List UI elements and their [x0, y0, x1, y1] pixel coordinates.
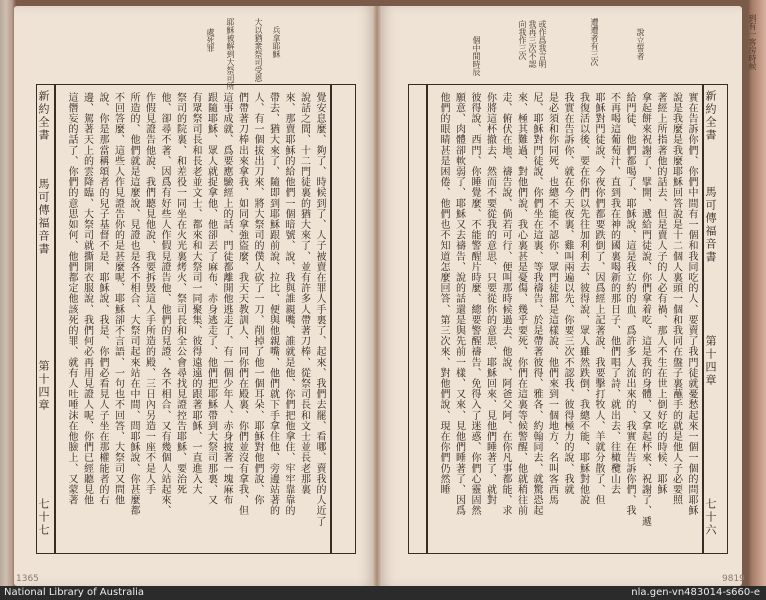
- text-column: 人、有一個拔出刀來、將大祭司的僕人砍了一刀、削掉了他一個耳朵、耶穌對他們說、你: [252, 92, 263, 506]
- text-column: 不再喝這葡萄汁、直到我在神的國裏喝新的那日子、他們唱了詩、就出去、往橄欖山去: [608, 92, 620, 495]
- text-column: 有眾祭司長和長老並文士、都來和大祭司一同聚集、彼得遠遠的跟著耶穌、一直進入大: [190, 92, 201, 495]
- text-column: 跟隨耶穌、眾人就捉拿他、他卻丟了麻布、赤身逃走了、他們把耶穌帶到大祭司那裏、又: [205, 92, 217, 506]
- pencil-mark-left: 1365: [16, 574, 39, 584]
- text-column: 來、極其難過、對他們說、我心裏甚是憂傷、幾乎要死、你們在這裏等候警醒、他就稍往前: [515, 92, 527, 516]
- right-gospel-title: 馬可傳福音書: [704, 186, 717, 264]
- right-book-title: 新約全書: [704, 90, 717, 142]
- text-column: 他們的眼睛甚是困倦、他們也不知道怎麼回答、第三次來、對他們說、現在你們仍然睡: [438, 92, 449, 495]
- right-header-rule: [702, 84, 704, 554]
- left-note: 耶穌被解到大祭司所: [226, 18, 235, 90]
- text-column: 給門徒、他們都喝了、耶穌說、這是我立約的血、爲許多人流出來的、我實在告訴你們、我: [624, 92, 635, 516]
- text-column: 我實在告訴你、就在今天夜裏、雞叫兩遍以先、你要三次不認我、彼得極力的說、我就: [562, 92, 573, 495]
- text-column: 說是我麼是我麼耶穌回答說是十二個人裏頭一個和我同在盤子裏蘸手的就是他人子必要照: [670, 92, 682, 506]
- left-chapter-label: 第十四章: [37, 360, 50, 412]
- footer-credit: National Library of Australia: [4, 587, 145, 598]
- text-column: 祭司的院裏、和差役一同坐在火光裏烤火、祭司長和全公會尋找見證控告耶穌、要治死: [174, 92, 186, 495]
- right-note: 到有一客房時候: [748, 14, 757, 70]
- footer-identifier: nla.gen-vn483014-s660-e: [631, 587, 760, 598]
- text-column: 彼得說、西門、你睡覺麼、不能警醒片時麼、總要警醒禱告、免得入了迷惑、你們心靈固然: [469, 92, 480, 516]
- text-column: 你將這杯撤去、然而不要從我的意思、只要從你的意思、耶穌回來、見他們睡著了、就對: [484, 92, 496, 506]
- text-column: 實在告訴你們、你們中間有一個和我同吃的人、要賣了我門徒就憂愁起來一個一個的問耶穌: [686, 92, 697, 516]
- right-note: 說立誓者: [636, 28, 645, 60]
- text-column: 說話之間、十二門徒裏的猶大來了、並有許多人帶著刀棒、從祭司長和文士並長老那裏: [298, 92, 310, 495]
- text-column: 他、卻尋不著、因爲有好些人作假見證告他、他們的見證、各不相合、又有幾個人站起來、: [159, 92, 170, 516]
- right-note: 或作爲我言明: [538, 20, 547, 68]
- left-book-title: 新約全書: [37, 90, 50, 142]
- text-column: 這事成就、爲要應驗經上的話、門徒都離開他逃走了、有一個少年人、赤身披著一塊麻布: [221, 92, 232, 506]
- text-column: 著經上所指著他的話去、但是賣人子的人必有禍、那人不生在世上倒好吃的時候、耶穌: [655, 92, 666, 495]
- left-header-rule-left: [54, 84, 56, 554]
- left-header-rule: [330, 84, 332, 554]
- text-column: 拿起餅來祝謝了、擘開、遞給門徒說、你們拿着吃、這是我的身體、又拿起杯來、祝謝了、遞: [639, 92, 651, 527]
- right-page-number: 七十六: [704, 498, 717, 537]
- left-note: 處死罪: [206, 28, 215, 52]
- text-column: 尼、耶穌對門徒說、你們坐在這裏、等我禱告、於是帶著彼得、雅各、約翰同去、就驚恐起: [531, 92, 542, 516]
- right-note: 向我作三次: [518, 20, 527, 60]
- text-column: 覺安息麼、夠了、時候到了、人子被賣在罪人手裏了、起來、我們去罷、看哪、賣我的人近了: [314, 92, 325, 527]
- text-column: 們帶著刀棒出來拿我、如同拿強盜麼、我天天教訓人、同你們在殿裏、你們並沒有拿我、但: [236, 92, 248, 516]
- archive-footer: [0, 586, 766, 600]
- text-column: 走、俯伏在地、禱告說、倘若可行、便叫那時候過去、他說、阿爸父阿、在你凡事都能、求: [500, 92, 511, 516]
- right-header-rule-left: [426, 84, 428, 554]
- right-chapter-label: 第十四章: [704, 335, 717, 387]
- text-column: 耶穌對門徒說、今夜你們都要跌倒了、因爲經上記著說、我要擊打牧人、羊就分散了、但: [593, 92, 604, 506]
- right-note: 我再三次不認: [528, 20, 537, 68]
- text-column: 作假見證告他說、我們聽見他說、我要拆毀這人手所造的殿、三日內另造一座不是人手: [143, 92, 155, 495]
- left-note: 兵拿耶穌: [272, 26, 281, 58]
- text-column: 帶去、猶大來了、隨即到耶穌跟前說、拉比、便與他親嘴、他們就下手拿住他、旁邊站著的: [267, 92, 279, 516]
- text-column: 我復活以後、要在你們以先往加利利去、彼得說、眾人雖然跌倒、我總不能、耶穌對他說: [577, 92, 589, 506]
- text-column: 這僭妄的話了、你們的意思如何、他們都定他該死的罪、就有人吐唾沫在他臉上、又蒙著: [66, 92, 77, 506]
- pencil-mark-right: 9819: [722, 574, 745, 584]
- text-column: 來、那賣耶穌的給他們一個暗號、說、我與誰親嘴、誰就是他、你們把他拿住、牢牢靠靠的: [283, 92, 294, 516]
- right-note: 遭遭者有三次: [590, 18, 599, 66]
- right-note: 個中間時辰: [472, 36, 481, 76]
- text-column: 不回答麼、這些人作見證告你的是甚麼呢、耶穌卻不言語、一句也不回答、大祭司又問他: [112, 92, 124, 506]
- text-column: 所造的、他們就是這麼說、見證也是各不相合、大祭司起來站在中間、問耶穌說、你甚麼都: [128, 92, 139, 516]
- text-column: 邊、駕著天上的雲降臨、大祭司就撕開衣服說、我們何必再用見證人呢、你們已經聽見他: [81, 92, 93, 506]
- text-column: 是必須和你同死、也總不能不認你、眾門徒都是這樣說、他們來到一個地方、名叫客西馬: [546, 92, 558, 506]
- left-note: 大以猶衆祭司受恩: [254, 18, 263, 82]
- text-column: 說、你是那當稱頌者的兒子基督不是、耶穌說、我是、你們必看見人子坐在那權能者的右: [97, 92, 108, 506]
- text-column: 願意、肉體卻軟弱了、耶穌又去禱告、說的話還是與先前一樣、又來、見他們睡著了、因爲: [453, 92, 465, 516]
- left-gospel-title: 馬可傳福音書: [37, 178, 50, 256]
- book-gutter: [372, 6, 382, 586]
- left-page-number: 七十七: [37, 498, 50, 537]
